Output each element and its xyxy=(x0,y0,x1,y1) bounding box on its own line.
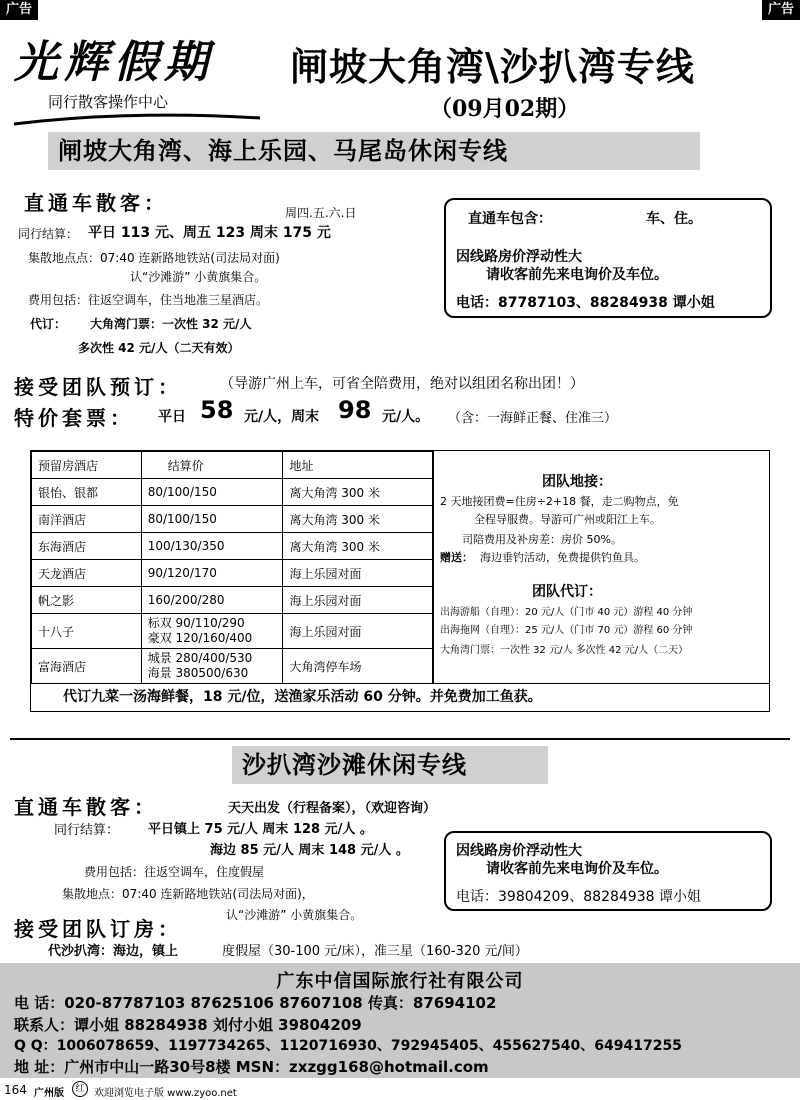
section2-banner: 沙扒湾沙滩休闲专线 xyxy=(232,746,548,784)
section1-fee: 费用包括：往返空调车，住当地准三星酒店。 xyxy=(28,293,269,307)
hotel-price: 80/100/150 xyxy=(141,479,283,506)
section2-fee: 费用包括：往返空调车，住度假屋 xyxy=(84,865,265,879)
box-note-2: 请收客前先来电询价及车位。 xyxy=(486,267,668,283)
section2-price-1: 平日镇上 75 元/人 周末 128 元/人 。 xyxy=(148,822,373,837)
special-unit-2: 元/人。 xyxy=(382,409,430,425)
brand-name: 光辉假期 xyxy=(14,37,214,88)
table-row xyxy=(32,614,433,649)
section1-days: 周四.五.六.日 xyxy=(285,206,357,220)
footer-qq: Q Q：1006078659、1197734265、1120716930、792945405、455627540、649417255 xyxy=(14,1038,682,1054)
section1-team-note: （导游广州上车，可省全陪费用，绝对以组团名称出团！） xyxy=(220,376,584,392)
hotel-address: 大角湾停车场 xyxy=(283,649,433,684)
special-note: （含：一海鲜正餐、住准三） xyxy=(448,411,618,426)
section1-gather-2: 认“沙滩游” 小黄旗集合。 xyxy=(130,270,267,284)
section2-info-box xyxy=(444,831,772,911)
company-footer xyxy=(0,963,800,1078)
team-agent-title: 团队代订： xyxy=(532,584,602,600)
box-note-2: 请收客前先来电询价及车位。 xyxy=(486,861,668,877)
section1-team-heading: 接受团队预订： xyxy=(14,375,182,399)
team-side-panel xyxy=(433,451,769,683)
section1-gather-1: 集散地点点：07:40 连新路地铁站(司法局对面) xyxy=(28,251,280,265)
hotel-name: 富海酒店 xyxy=(32,649,142,684)
table-row xyxy=(32,479,433,506)
section1-agent-1: 大角湾门票：一次性 32 元/人 xyxy=(90,317,252,331)
hotel-name: 南洋酒店 xyxy=(32,506,142,533)
section2-gather-2: 认“沙滩游” 小黄旗集合。 xyxy=(226,908,363,922)
box-note-1: 因线路房价浮动性大 xyxy=(456,249,582,265)
hotel-price-cell xyxy=(141,614,283,649)
table-header: 地址 xyxy=(283,452,433,479)
table-header-row xyxy=(32,452,433,479)
table-row xyxy=(32,560,433,587)
hotel-address: 海上乐园对面 xyxy=(283,560,433,587)
reception-2: 全程导服费。导游可广州或阳江上车。 xyxy=(474,513,661,526)
table-row xyxy=(32,506,433,533)
edition: 广州版 xyxy=(34,1088,64,1099)
hotel-price-cell xyxy=(141,649,283,684)
section2-team-label: 代沙扒湾：海边，镇上 xyxy=(48,944,179,959)
ad-tag-right: 广告 xyxy=(762,0,800,20)
footer-address: 地 址：广州市中山一路30号8楼 MSN：zxzgg168@hotmail.com xyxy=(14,1058,489,1076)
hotel-price: 160/200/280 xyxy=(141,587,283,614)
section2-gather-1: 集散地点：07:40 连新路地铁站(司法局对面)， xyxy=(62,887,314,901)
reception-title: 团队地接： xyxy=(542,474,612,490)
table-row xyxy=(32,649,433,684)
section1-price-label: 同行结算： xyxy=(18,227,79,241)
special-weekend-price: 98 xyxy=(338,396,372,424)
hotel-price-2: 海景 380500/630 xyxy=(147,666,249,680)
issue-label: （09月02期） xyxy=(430,96,580,122)
gift-text: 海边垂钓活动，免费提供钓鱼具。 xyxy=(480,551,645,564)
includes-label: 直通车包含： xyxy=(468,211,552,227)
page-footer xyxy=(0,1080,800,1100)
hotel-name: 帆之影 xyxy=(32,587,142,614)
section2-team-text: 度假屋（30-100 元/床），准三星（160-320 元/间） xyxy=(222,944,528,959)
hotel-table xyxy=(31,451,433,684)
hotel-price: 标双 90/110/290 xyxy=(147,616,245,630)
section1-heading: 直通车散客： xyxy=(24,191,168,215)
table-row xyxy=(32,587,433,614)
hotel-price: 90/120/170 xyxy=(141,560,283,587)
hotel-price-2: 豪双 120/160/400 xyxy=(147,631,253,645)
section-divider xyxy=(10,738,790,740)
hotel-address: 海上乐园对面 xyxy=(283,587,433,614)
hotel-price: 80/100/150 xyxy=(141,506,283,533)
seafood-note: 代订九菜一汤海鲜餐，18 元/位，送渔家乐活动 60 分钟。并免费加工鱼获。 xyxy=(31,683,769,711)
hotel-address: 离大角湾 300 米 xyxy=(283,533,433,560)
team-agent-1: 出海游船（自理）：20 元/人（门市 40 元）游程 40 分钟 xyxy=(440,607,693,618)
ad-tag-left: 广告 xyxy=(0,0,38,20)
section1-banner: 闸坡大角湾、海上乐园、马尾岛休闲专线 xyxy=(48,132,700,170)
hotel-price: 城景 280/400/530 xyxy=(147,651,253,665)
section2-heading: 直通车散客： xyxy=(14,795,158,819)
includes-value: 车、住。 xyxy=(646,211,702,227)
section1-agent-label: 代订： xyxy=(30,317,67,331)
company-name: 广东中信国际旅行社有限公司 xyxy=(276,971,524,992)
table-header: 预留房酒店 xyxy=(32,452,142,479)
section2-daily: 天天出发（行程备案），（欢迎咨询） xyxy=(228,801,437,816)
table-header: 结算价 xyxy=(141,452,283,479)
special-weekday-price: 58 xyxy=(200,396,234,424)
section2-price-2: 海边 85 元/人 周末 148 元/人 。 xyxy=(210,843,409,858)
brand-subtitle: 同行散客操作中心 xyxy=(48,93,169,111)
hotel-name: 东海酒店 xyxy=(32,533,142,560)
page-number: 164 xyxy=(4,1083,27,1097)
brand-swoosh xyxy=(12,108,262,130)
hotel-price: 100/130/350 xyxy=(141,533,283,560)
hotel-name: 十八子 xyxy=(32,614,142,649)
section1-agent-2: 多次性 42 元/人（二天有效） xyxy=(78,341,240,355)
footer-phone: 电 话：020-87787103 87625106 87607108 传真：87694102 xyxy=(14,994,497,1012)
section1-price: 平日 113 元、周五 123 周末 175 元 xyxy=(88,225,331,241)
section2-team-heading: 接受团队订房： xyxy=(14,917,182,941)
reception-3: 司陪费用及补房差：房价 50%。 xyxy=(462,533,622,546)
hotel-address: 海上乐园对面 xyxy=(283,614,433,649)
reception-1: 2 天地接团费=住房÷2+18 餐，走二购物点，免 xyxy=(440,495,679,508)
section2-price-label: 同行结算： xyxy=(54,823,120,838)
special-unit-1: 元/人，周末 xyxy=(244,409,320,425)
table-row xyxy=(32,533,433,560)
footer-contact: 联系人：谭小姐 88284938 刘付小姐 39804209 xyxy=(14,1016,362,1034)
box-phone: 电话：87787103、88284938 谭小姐 xyxy=(456,295,715,311)
hotel-name: 天龙酒店 xyxy=(32,560,142,587)
special-label: 特价套票： xyxy=(14,406,134,430)
gift-label: 赠送： xyxy=(440,551,473,564)
box-note-1: 因线路房价浮动性大 xyxy=(456,843,582,859)
hotel-address: 离大角湾 300 米 xyxy=(283,479,433,506)
team-agent-2: 出海拖网（自理）：25 元/人（门市 70 元）游程 60 分钟 xyxy=(440,625,693,636)
site-logo-icon: 红 xyxy=(72,1081,88,1097)
box-phone: 电话：39804209、88284938 谭小姐 xyxy=(456,889,701,905)
hotel-block xyxy=(30,450,770,712)
hotel-address: 离大角湾 300 米 xyxy=(283,506,433,533)
main-title: 闸坡大角湾\沙扒湾专线 xyxy=(290,44,695,89)
browse-note: 欢迎浏览电子版 www.zyoo.net xyxy=(94,1088,237,1099)
hotel-name: 银怡、银都 xyxy=(32,479,142,506)
special-weekday: 平日 xyxy=(158,409,186,425)
section1-info-box xyxy=(444,198,772,318)
team-agent-3: 大角湾门票：一次性 32 元/人 多次性 42 元/人（二天） xyxy=(440,645,689,656)
